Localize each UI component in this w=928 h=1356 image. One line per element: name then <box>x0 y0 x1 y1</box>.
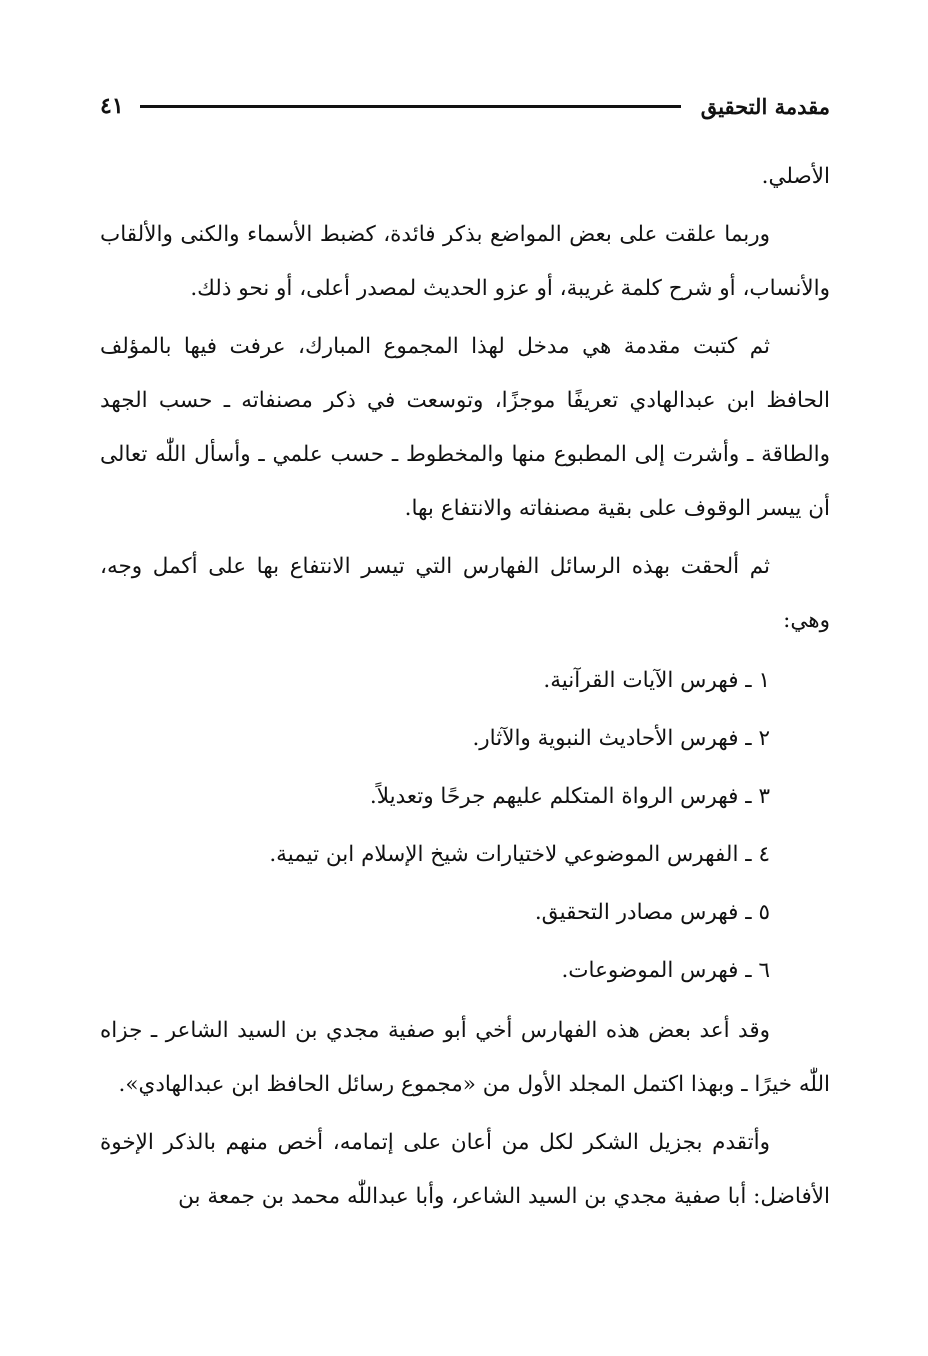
paragraph-index-preparation: وقد أعد بعض هذه الفهارس أخي أبو صفية مجدي بن السيد الشاعر ـ جزاه اللّٰه خيرًا ـ وبهذا اكتمل المجلد الأول من «مجموع رسائل الحافظ ابن عبدالهادي». <box>100 1018 830 1097</box>
list-item: ٦ ـ فهرس الموضوعات. <box>561 958 770 983</box>
page-number: ٤١ <box>100 93 124 119</box>
body-text <box>100 150 830 1228</box>
list-item: ٤ ـ الفهرس الموضوعي لاختيارات شيخ الإسلام ابن تيمية. <box>269 842 770 867</box>
running-title: مقدمة التحقيق <box>700 93 830 119</box>
paragraph-acknowledgements: وأتقدم بجزيل الشكر لكل من أعان على إتمامه، أخص منهم بالذكر الإخوة الأفاضل: أبا صفية مجدي بن السيد الشاعر، وأبا عبداللّٰه محمد بن جمعة بن <box>100 1130 830 1209</box>
paragraph-annotations: وربما علقت على بعض المواضع بذكر فائدة، كضبط الأسماء والكنى والألقاب والأنساب، أو شرح كلمة غريبة، أو عزو الحديث لمصدر أعلى، أو نحو ذلك. <box>100 222 830 301</box>
page-header <box>100 88 830 124</box>
paragraph-indexes-intro: ثم ألحقت بهذه الرسائل الفهارس التي تيسر الانتفاع بها على أكمل وجه، وهي: <box>100 554 830 633</box>
paragraph-continuation: الأصلي. <box>761 164 830 189</box>
header-rule <box>140 105 681 108</box>
paragraph-introduction: ثم كتبت مقدمة هي مدخل لهذا المجموع المبارك، عرفت فيها بالمؤلف الحافظ ابن عبدالهادي تعريفًا موجزًا، وتوسعت في ذكر مصنفاته ـ حسب الجهد والطاقة ـ وأشرت إلى المطبوع منها والمخطوط ـ حسب علمي ـ وأسأل اللّٰه تعالى أن ييسر الوقوف على بقية مصنفاته والانتفاع بها. <box>100 334 830 521</box>
list-item: ١ ـ فهرس الآيات القرآنية. <box>543 668 770 693</box>
list-item: ٥ ـ فهرس مصادر التحقيق. <box>534 900 770 925</box>
list-item: ٣ ـ فهرس الرواة المتكلم عليهم جرحًا وتعديلاً. <box>369 784 770 809</box>
list-item: ٢ ـ فهرس الأحاديث النبوية والآثار. <box>472 726 770 751</box>
index-list <box>100 652 830 1000</box>
